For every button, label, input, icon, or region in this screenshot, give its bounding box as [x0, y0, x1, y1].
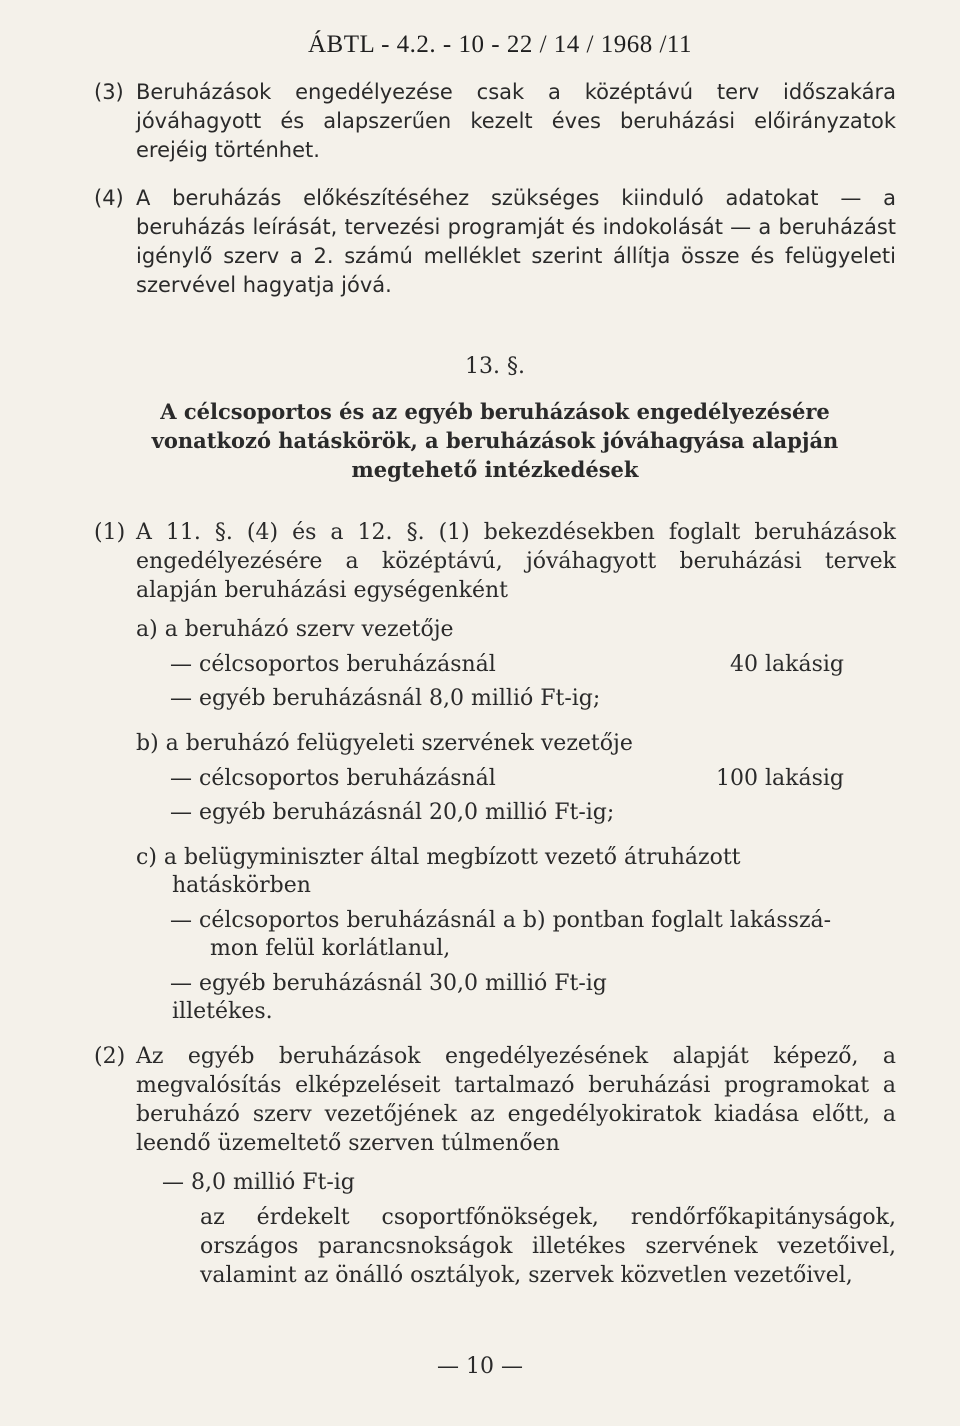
point-c-item-2: — egyéb beruházásnál 30,0 millió Ft-ig — [170, 971, 607, 996]
point-a-item-1 — [170, 650, 850, 679]
item-value: 100 lakásig — [716, 766, 844, 791]
section-number: 13. §. — [465, 354, 525, 379]
point-b-label: b) a beruházó felügyeleti szervének vezetője — [136, 731, 633, 756]
paragraph-2-item-1-text: az érdekelt csoportfőnökségek, rendőrfőkapitányságok, országos parancsnokságok illetékes szervének vezetőivel, valamint az önálló osztályok, szervek közvetlen vezetőivel, — [200, 1205, 896, 1288]
section-title-line-3: megtehető intézkedések — [351, 457, 639, 482]
paragraph-text: A 11. §. (4) és a 12. §. (1) bekezdésekben foglalt beruházások engedélyezésére a középtávú, jóváhagyott beruházási tervek alapján beruházási egységenként — [136, 520, 896, 603]
section-title-line-2: vonatkozó hatáskörök, a beruházások jóváhagyása alapján — [151, 428, 839, 453]
paragraph-text: Az egyéb beruházások engedélyezésének alapját képező, a megvalósítás elképzeléseit tartalmazó beruházási programokat a beruházó szerv vezetőjének az engedélyokiratok kiadása előtt, a leendő üzemeltető szerven túlmenően — [136, 1044, 896, 1156]
section-paragraph-2 — [94, 1042, 896, 1158]
paragraph-2-item-1: — 8,0 millió Ft-ig — [162, 1170, 355, 1195]
item-text: — célcsoportos beruházásnál — [170, 652, 496, 677]
point-b-item-1 — [170, 764, 850, 793]
point-a-label: a) a beruházó szerv vezetője — [136, 617, 454, 642]
point-b-item-2: — egyéb beruházásnál 20,0 millió Ft-ig; — [170, 800, 615, 825]
section-paragraph-1 — [94, 518, 896, 605]
point-c-item-1-line-1: — célcsoportos beruházásnál a b) pontban foglalt lakásszá- — [170, 908, 832, 933]
paragraph-number: (1) — [94, 520, 126, 545]
item-text: — célcsoportos beruházásnál — [170, 766, 496, 791]
paragraph-number: (3) — [94, 80, 124, 104]
point-c-label-line-1: c) a belügyminiszter által megbízott vezető átruházott — [136, 845, 741, 870]
point-c-item-1-line-2: mon felül korlátlanul, — [210, 936, 451, 961]
paragraph-number: (2) — [94, 1044, 126, 1069]
paragraph-4 — [94, 184, 896, 300]
archive-reference: ÁBTL - 4.2. - 10 - 22 / 14 / 1968 /11 — [308, 31, 692, 58]
paragraph-text: Beruházások engedélyezése csak a középtávú terv időszakára jóváhagyott és alapszerűen kezelt éves beruházási előirányzatok erejéig történhet. — [136, 80, 896, 162]
paragraph-number: (4) — [94, 186, 124, 210]
page-number: — 10 — — [437, 1354, 523, 1379]
point-c-closing: illetékes. — [172, 999, 273, 1024]
paragraph-3 — [94, 78, 896, 165]
section-title-line-1: A célcsoportos és az egyéb beruházások engedélyezésére — [160, 399, 830, 424]
point-c-label-line-2: hatáskörben — [172, 873, 311, 898]
point-a-item-2: — egyéb beruházásnál 8,0 millió Ft-ig; — [170, 686, 601, 711]
item-value: 40 lakásig — [730, 652, 844, 677]
paragraph-text: A beruházás előkészítéséhez szükséges kiinduló adatokat — a beruházás leírását, tervezési programját és indokolását — a beruházást igénylő szerv a 2. számú melléklet szerint állítja össze és felügyeleti szervével hagyatja jóvá. — [136, 186, 896, 297]
